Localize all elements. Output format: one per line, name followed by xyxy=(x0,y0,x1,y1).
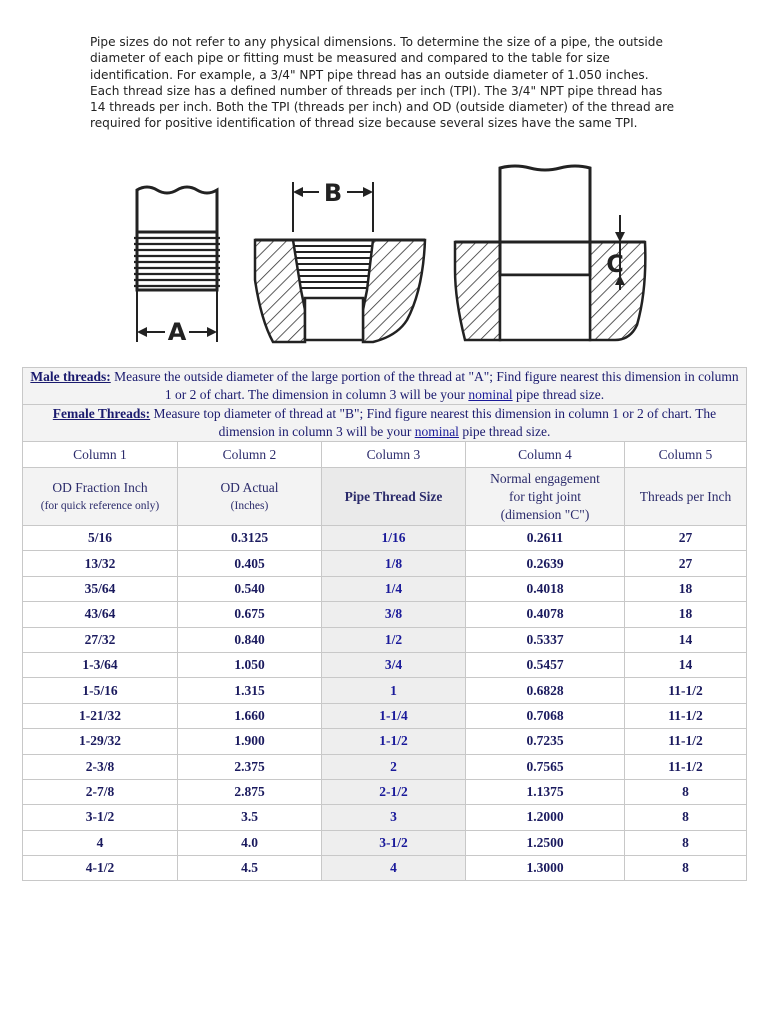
pipe-thread-size-cell: 3 xyxy=(322,805,466,830)
tpi-cell: 27 xyxy=(625,551,747,576)
tpi-cell: 8 xyxy=(625,830,747,855)
table-row xyxy=(23,856,747,881)
intro-paragraph: Pipe sizes do not refer to any physical dimensions. To determine the size of a pipe, the outside diameter of each pipe or fitting must be measured and compared to the table for size identification. For example, a 3/4" NPT pipe thread has an outside diameter of 1.050 inches. Each thread size has a defined number of threads per inch (TPI). The 3/4" NPT pipe thread has 14 threads per inch. Both the TPI (threads per inch) and OD (outside diameter) of the thread are required for positive identification of thread size because several sizes have the same TPI. xyxy=(90,35,675,131)
header-od-actual-main: OD Actual xyxy=(220,479,279,495)
od-fraction-cell: 2-3/8 xyxy=(23,754,178,779)
female-threads-note-row xyxy=(23,405,747,442)
column-2-label: Column 2 xyxy=(178,442,322,468)
header-od-actual xyxy=(178,468,322,526)
od-actual-cell: 1.050 xyxy=(178,652,322,677)
column-header-row xyxy=(23,468,747,526)
engagement-cell: 1.2500 xyxy=(466,830,625,855)
pipe-thread-size-cell: 3/4 xyxy=(322,652,466,677)
tpi-cell: 8 xyxy=(625,805,747,830)
engagement-cell: 0.5457 xyxy=(466,652,625,677)
pipe-thread-size-cell: 3-1/2 xyxy=(322,830,466,855)
tpi-cell: 14 xyxy=(625,627,747,652)
od-actual-cell: 1.315 xyxy=(178,678,322,703)
tpi-cell: 11-1/2 xyxy=(625,729,747,754)
pipe-thread-size-cell: 2 xyxy=(322,754,466,779)
engagement-cell: 1.3000 xyxy=(466,856,625,881)
header-od-fraction-sub: (for quick reference only) xyxy=(40,499,160,512)
od-actual-cell: 1.660 xyxy=(178,703,322,728)
od-actual-cell: 0.675 xyxy=(178,602,322,627)
od-fraction-cell: 13/32 xyxy=(23,551,178,576)
engagement-cell: 0.7235 xyxy=(466,729,625,754)
engagement-cell: 1.2000 xyxy=(466,805,625,830)
engagement-cell: 0.2639 xyxy=(466,551,625,576)
od-actual-cell: 0.3125 xyxy=(178,526,322,551)
female-threads-label: Female Threads: xyxy=(52,406,151,421)
header-threads-per-inch: Threads per Inch xyxy=(625,468,747,526)
male-threads-text-end: pipe thread size. xyxy=(512,387,605,402)
label-a: A xyxy=(167,318,187,346)
column-1-label: Column 1 xyxy=(23,442,178,468)
od-actual-cell: 4.0 xyxy=(178,830,322,855)
od-fraction-cell: 1-21/32 xyxy=(23,703,178,728)
table-body xyxy=(23,526,747,881)
tpi-cell: 11-1/2 xyxy=(625,754,747,779)
pipe-thread-size-cell: 1/8 xyxy=(322,551,466,576)
header-pipe-thread-size: Pipe Thread Size xyxy=(322,468,466,526)
pipe-thread-size-cell: 2-1/2 xyxy=(322,779,466,804)
male-threads-note-row xyxy=(23,368,747,405)
od-fraction-cell: 1-5/16 xyxy=(23,678,178,703)
female-threads-text: Measure top diameter of thread at "B"; Find figure nearest this dimension in column 1 or 2 of chart. The dimension in column 3 will be your xyxy=(150,406,717,439)
engagement-cell: 0.7068 xyxy=(466,703,625,728)
table-row xyxy=(23,754,747,779)
header-od-actual-sub: (Inches) xyxy=(230,499,269,512)
table-row xyxy=(23,551,747,576)
pipe-thread-size-cell: 4 xyxy=(322,856,466,881)
tpi-cell: 8 xyxy=(625,856,747,881)
header-engagement-line2: for tight joint xyxy=(509,488,581,504)
engagement-cell: 0.2611 xyxy=(466,526,625,551)
column-number-row xyxy=(23,442,747,468)
female-threads-text-end: pipe thread size. xyxy=(458,424,551,439)
female-threads-note xyxy=(23,405,747,442)
table-row xyxy=(23,729,747,754)
table-row xyxy=(23,526,747,551)
od-actual-cell: 0.405 xyxy=(178,551,322,576)
od-fraction-cell: 4 xyxy=(23,830,178,855)
male-nominal-link[interactable]: nominal xyxy=(468,387,513,402)
tpi-cell: 8 xyxy=(625,779,747,804)
female-nominal-link[interactable]: nominal xyxy=(414,424,459,439)
label-c: C xyxy=(606,250,624,278)
od-fraction-cell: 1-3/64 xyxy=(23,652,178,677)
engagement-cell: 1.1375 xyxy=(466,779,625,804)
pipe-thread-size-cell: 1-1/2 xyxy=(322,729,466,754)
tpi-cell: 11-1/2 xyxy=(625,678,747,703)
od-actual-cell: 0.540 xyxy=(178,576,322,601)
column-4-label: Column 4 xyxy=(466,442,625,468)
engagement-cell: 0.5337 xyxy=(466,627,625,652)
od-fraction-cell: 43/64 xyxy=(23,602,178,627)
pipe-thread-size-cell: 1 xyxy=(322,678,466,703)
table-row xyxy=(23,602,747,627)
label-b: B xyxy=(323,179,343,207)
male-threads-text: Measure the outside diameter of the large portion of the thread at "A"; Find figure nearest this dimension in column 1 or 2 of chart. The dimension in column 3 will be your xyxy=(110,369,739,402)
pipe-thread-size-cell: 3/8 xyxy=(322,602,466,627)
table-row xyxy=(23,576,747,601)
od-fraction-cell: 27/32 xyxy=(23,627,178,652)
table-row xyxy=(23,779,747,804)
tpi-cell: 18 xyxy=(625,576,747,601)
engagement-figure xyxy=(455,166,645,340)
tpi-cell: 11-1/2 xyxy=(625,703,747,728)
od-fraction-cell: 1-29/32 xyxy=(23,729,178,754)
tpi-cell: 14 xyxy=(625,652,747,677)
table-row xyxy=(23,703,747,728)
male-thread-figure xyxy=(134,187,220,346)
od-fraction-cell: 35/64 xyxy=(23,576,178,601)
od-fraction-cell: 5/16 xyxy=(23,526,178,551)
od-actual-cell: 1.900 xyxy=(178,729,322,754)
engagement-cell: 0.6828 xyxy=(466,678,625,703)
table-row xyxy=(23,678,747,703)
table-row xyxy=(23,652,747,677)
engagement-cell: 0.4078 xyxy=(466,602,625,627)
od-actual-cell: 0.840 xyxy=(178,627,322,652)
od-actual-cell: 2.375 xyxy=(178,754,322,779)
od-actual-cell: 3.5 xyxy=(178,805,322,830)
male-threads-label: Male threads: xyxy=(30,369,111,384)
pipe-thread-size-cell: 1/16 xyxy=(322,526,466,551)
column-5-label: Column 5 xyxy=(625,442,747,468)
thread-measurement-figures xyxy=(125,160,665,360)
engagement-cell: 0.4018 xyxy=(466,576,625,601)
pipe-thread-size-cell: 1/2 xyxy=(322,627,466,652)
table-row xyxy=(23,627,747,652)
pipe-thread-size-cell: 1-1/4 xyxy=(322,703,466,728)
pipe-thread-table xyxy=(22,367,747,881)
header-od-fraction-main: OD Fraction Inch xyxy=(52,479,148,495)
header-normal-engagement xyxy=(466,468,625,526)
od-actual-cell: 2.875 xyxy=(178,779,322,804)
female-thread-figure xyxy=(255,179,425,342)
tpi-cell: 18 xyxy=(625,602,747,627)
tpi-cell: 27 xyxy=(625,526,747,551)
pipe-thread-size-cell: 1/4 xyxy=(322,576,466,601)
column-3-label: Column 3 xyxy=(322,442,466,468)
header-od-fraction xyxy=(23,468,178,526)
od-actual-cell: 4.5 xyxy=(178,856,322,881)
engagement-cell: 0.7565 xyxy=(466,754,625,779)
od-fraction-cell: 4-1/2 xyxy=(23,856,178,881)
header-engagement-line3: (dimension "C") xyxy=(500,506,590,522)
header-engagement-line1: Normal engagement xyxy=(490,470,600,486)
male-threads-note xyxy=(23,368,747,405)
table-row xyxy=(23,830,747,855)
od-fraction-cell: 3-1/2 xyxy=(23,805,178,830)
od-fraction-cell: 2-7/8 xyxy=(23,779,178,804)
table-row xyxy=(23,805,747,830)
